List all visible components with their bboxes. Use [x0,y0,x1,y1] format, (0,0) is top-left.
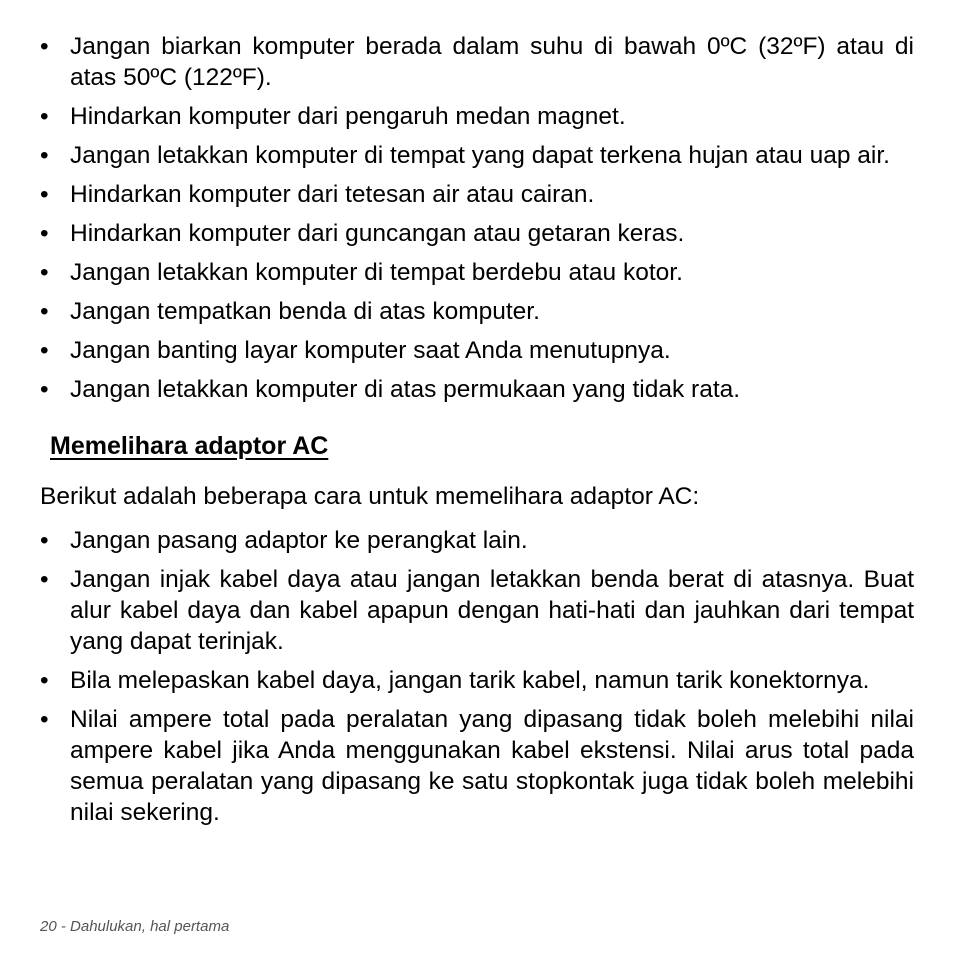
list-item [40,564,914,657]
bullet: • [40,142,49,169]
list-item [40,335,914,366]
list-item-text: Hindarkan komputer dari guncangan atau getaran keras. [70,220,685,247]
list-item-text: Hindarkan komputer dari tetesan air atau cairan. [70,181,595,208]
bullet: • [40,706,49,733]
bullet: • [40,667,49,694]
list-item [40,704,914,828]
bullet: • [40,527,49,554]
page-footer: 20 - Dahulukan, hal pertama [40,918,230,935]
list-item-text: Jangan letakkan komputer di atas permukaan yang tidak rata. [70,376,741,403]
list-item [40,101,914,132]
list-item-text: Jangan biarkan komputer berada dalam suhu di bawah 0ºC (32ºF) atau di atas 50ºC (122ºF). [70,33,914,91]
list-item-text: Jangan banting layar komputer saat Anda menutupnya. [70,337,671,364]
list-item-text: Jangan injak kabel daya atau jangan letakkan benda berat di atasnya. Buat alur kabel daya dan kabel apapun dengan hati-hati dan jauhkan dari tempat yang dapat terinjak. [70,566,914,655]
list-item-text: Nilai ampere total pada peralatan yang dipasang tidak boleh melebihi nilai ampere kabel jika Anda menggunakan kabel ekstensi. Nilai arus total pada semua peralatan yang dipasang ke satu stopkontak juga tidak boleh melebihi nilai sekering. [70,706,914,826]
list-item [40,140,914,171]
list-item [40,257,914,288]
bullet: • [40,33,49,60]
list-item-text: Jangan letakkan komputer di tempat yang dapat terkena hujan atau uap air. [70,142,890,169]
section-intro: Berikut adalah beberapa cara untuk memelihara adaptor AC: [40,483,700,510]
document-page [40,31,914,836]
list-item-text: Hindarkan komputer dari pengaruh medan magnet. [70,103,626,130]
list-item [40,31,914,93]
bullet: • [40,337,49,364]
bullet: • [40,181,49,208]
bullet: • [40,298,49,325]
list-item-text: Jangan letakkan komputer di tempat berdebu atau kotor. [70,259,683,286]
list-item-text: Bila melepaskan kabel daya, jangan tarik kabel, namun tarik konektornya. [70,667,870,694]
bullet: • [40,566,49,593]
list-item-text: Jangan tempatkan benda di atas komputer. [70,298,540,325]
adaptor-care-list [40,525,914,828]
list-item-text: Jangan pasang adaptor ke perangkat lain. [70,527,528,554]
section-heading: Memelihara adaptor AC [50,432,329,460]
list-item [40,218,914,249]
computer-care-list [40,31,914,405]
list-item [40,296,914,327]
bullet: • [40,220,49,247]
bullet: • [40,376,49,403]
list-item [40,665,914,696]
list-item [40,525,914,556]
list-item [40,374,914,405]
list-item [40,179,914,210]
bullet: • [40,103,49,130]
bullet: • [40,259,49,286]
